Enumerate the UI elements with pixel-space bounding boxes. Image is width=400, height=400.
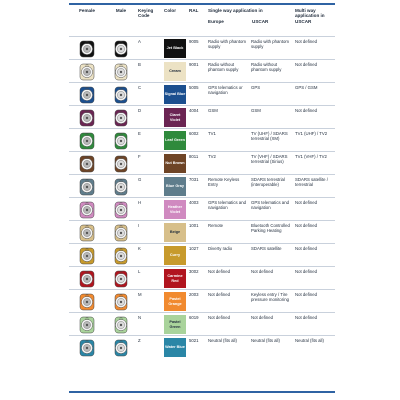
female-connector-icon (78, 131, 96, 151)
female-connector-cell (69, 221, 105, 244)
male-connector-cell (105, 221, 137, 244)
multi-way-application-cell: TV1 (VHF) / TV2 (294, 152, 335, 175)
color-cell (163, 313, 188, 336)
color-swatch: Curry (164, 246, 186, 265)
color-swatch: Signal Blue (164, 85, 186, 104)
female-connector-cell (69, 290, 105, 313)
ral-cell: 8011 (188, 152, 207, 175)
color-cell (163, 198, 188, 221)
header-usa: USCAR (252, 19, 269, 25)
male-connector-icon (112, 338, 130, 358)
female-connector-cell (69, 198, 105, 221)
female-connector-icon (78, 108, 96, 128)
male-connector-cell (105, 244, 137, 267)
female-connector-icon (78, 223, 96, 243)
multi-way-application-cell: Not defined (294, 267, 335, 290)
europe-application-cell: Remote (207, 221, 250, 244)
usa-application-cell: Bluetooth Controlled Parking Heating (250, 221, 294, 244)
header-single-way-title: Single way application in (208, 8, 263, 13)
usa-application-cell: Not defined (250, 313, 294, 336)
female-connector-icon (78, 177, 96, 197)
color-cell (163, 290, 188, 313)
keying-code-cell: N (137, 313, 163, 336)
color-swatch: Pastel Orange (164, 292, 186, 311)
europe-application-cell: TV2 (207, 152, 250, 175)
table-row (69, 244, 335, 267)
color-cell (163, 37, 188, 60)
multi-way-application-cell: SDARS satellite / terrestrial (294, 175, 335, 198)
usa-application-cell: Radio with phantom supply (250, 37, 294, 60)
female-connector-cell (69, 129, 105, 152)
keying-code-cell: L (137, 267, 163, 290)
europe-application-cell: TV1 (207, 129, 250, 152)
europe-application-cell: Not defined (207, 267, 250, 290)
europe-application-cell: Neutral (fits all) (207, 336, 250, 359)
male-connector-icon (112, 246, 130, 266)
color-swatch: Cream (164, 62, 186, 81)
color-cell (163, 129, 188, 152)
male-connector-cell (105, 175, 137, 198)
color-swatch: Heather Violet (164, 200, 186, 219)
color-swatch: Claret Violet (164, 108, 186, 127)
keying-code-cell: K (137, 244, 163, 267)
color-cell (163, 83, 188, 106)
keying-code-cell: B (137, 60, 163, 83)
color-cell (163, 60, 188, 83)
female-connector-cell (69, 175, 105, 198)
color-swatch: Carmine Red (164, 269, 186, 288)
keying-code-cell: E (137, 129, 163, 152)
usa-application-cell: GSM (250, 106, 294, 129)
europe-application-cell: Not defined (207, 313, 250, 336)
female-connector-icon (78, 292, 96, 312)
keying-code-cell: H (137, 198, 163, 221)
keying-code-cell: M (137, 290, 163, 313)
table-row (69, 106, 335, 129)
multi-way-application-cell: Not defined (294, 244, 335, 267)
male-connector-icon (112, 85, 130, 105)
multi-way-application-cell: Not defined (294, 221, 335, 244)
table-header-row (69, 6, 335, 37)
header-ral: RAL (189, 8, 199, 13)
keying-code-cell: I (137, 221, 163, 244)
multi-way-application-cell: Not defined (294, 60, 335, 83)
ral-cell: 9001 (188, 60, 207, 83)
color-swatch: Beige (164, 223, 186, 242)
male-connector-cell (105, 152, 137, 175)
table-row (69, 336, 335, 359)
male-connector-cell (105, 60, 137, 83)
male-connector-cell (105, 106, 137, 129)
ral-cell: 6019 (188, 313, 207, 336)
female-connector-icon (78, 62, 96, 82)
female-connector-icon (78, 85, 96, 105)
usa-application-cell: SDARS satellite (250, 244, 294, 267)
female-connector-icon (78, 338, 96, 358)
female-connector-cell (69, 60, 105, 83)
male-connector-icon (112, 292, 130, 312)
male-connector-icon (112, 315, 130, 335)
keying-code-table (69, 6, 335, 358)
keying-code-cell: D (137, 106, 163, 129)
color-swatch: Leaf Green (164, 131, 186, 150)
europe-application-cell: Diverty radio (207, 244, 250, 267)
table-row (69, 83, 335, 106)
male-connector-icon (112, 223, 130, 243)
male-connector-icon (112, 39, 130, 59)
ral-cell: 5021 (188, 336, 207, 359)
male-connector-cell (105, 37, 137, 60)
female-connector-icon (78, 315, 96, 335)
usa-application-cell: Not defined (250, 267, 294, 290)
female-connector-cell (69, 106, 105, 129)
male-connector-cell (105, 83, 137, 106)
female-connector-icon (78, 269, 96, 289)
ral-cell: 5005 (188, 83, 207, 106)
usa-application-cell: TV (VHF) / SDARS terrestrial (Sirius) (250, 152, 294, 175)
table-body (69, 37, 335, 359)
female-connector-cell (69, 313, 105, 336)
usa-application-cell: Keyless entry / Tire pressure monitoring (250, 290, 294, 313)
female-connector-cell (69, 37, 105, 60)
male-connector-icon (112, 154, 130, 174)
ral-cell: 1027 (188, 244, 207, 267)
color-cell (163, 152, 188, 175)
female-connector-icon (78, 39, 96, 59)
color-cell (163, 175, 188, 198)
europe-application-cell: GSM (207, 106, 250, 129)
color-cell (163, 336, 188, 359)
europe-application-cell: Not defined (207, 290, 250, 313)
ral-cell: 3002 (188, 267, 207, 290)
header-color: Color (164, 8, 176, 13)
table-row (69, 60, 335, 83)
female-connector-cell (69, 152, 105, 175)
table-row (69, 129, 335, 152)
male-connector-cell (105, 198, 137, 221)
color-cell (163, 221, 188, 244)
usa-application-cell: GPS (250, 83, 294, 106)
male-connector-icon (112, 108, 130, 128)
female-connector-icon (78, 154, 96, 174)
table-row (69, 290, 335, 313)
male-connector-cell (105, 290, 137, 313)
usa-application-cell: Neutral (fits all) (250, 336, 294, 359)
multi-way-application-cell: Not defined (294, 37, 335, 60)
multi-way-application-cell: Not defined (294, 290, 335, 313)
color-swatch: Water Blue (164, 338, 186, 357)
female-connector-icon (78, 200, 96, 220)
header-single-way (207, 6, 294, 37)
header-keying-code: Keying Code (138, 8, 154, 19)
color-cell (163, 106, 188, 129)
multi-way-application-cell: Neutral (fits all) (294, 336, 335, 359)
ral-cell: 2003 (188, 290, 207, 313)
male-connector-icon (112, 62, 130, 82)
ral-cell: 9005 (188, 37, 207, 60)
ral-cell: 6002 (188, 129, 207, 152)
color-cell (163, 244, 188, 267)
multi-way-application-cell: GPS / GSM (294, 83, 335, 106)
male-connector-cell (105, 129, 137, 152)
ral-cell: 1001 (188, 221, 207, 244)
color-swatch: Blue Gray (164, 177, 186, 196)
bottom-rule (69, 391, 335, 393)
female-connector-icon (78, 246, 96, 266)
multi-way-application-cell: TV1 (UHF) / TV2 (294, 129, 335, 152)
table-row (69, 152, 335, 175)
multi-way-application-cell: Not defined (294, 198, 335, 221)
color-swatch: Jet Black (164, 39, 186, 58)
table-row (69, 267, 335, 290)
color-swatch: Nut Brown (164, 154, 186, 173)
keying-code-cell: A (137, 37, 163, 60)
header-multi-way: Multi way application in USCAR (295, 8, 325, 24)
ral-cell: 7031 (188, 175, 207, 198)
female-connector-cell (69, 267, 105, 290)
male-connector-cell (105, 336, 137, 359)
table-row (69, 313, 335, 336)
keying-code-cell: C (137, 83, 163, 106)
table-row (69, 221, 335, 244)
usa-application-cell: SDARS terrestrial (interoperable) (250, 175, 294, 198)
europe-application-cell: GPS telematics and navigation (207, 198, 250, 221)
color-swatch: Pastel Green (164, 315, 186, 334)
europe-application-cell: Remote Keyless Entry (207, 175, 250, 198)
female-connector-cell (69, 83, 105, 106)
usa-application-cell: GPS telematics and navigation (250, 198, 294, 221)
header-female: Female (79, 8, 95, 13)
male-connector-cell (105, 267, 137, 290)
multi-way-application-cell: Not defined (294, 313, 335, 336)
multi-way-application-cell: Not defined (294, 106, 335, 129)
keying-code-cell: Z (137, 336, 163, 359)
table-row (69, 175, 335, 198)
ral-cell: 4003 (188, 198, 207, 221)
table-row (69, 37, 335, 60)
usa-application-cell: TV (UHF) / SDARS terrestrial (XM) (250, 129, 294, 152)
female-connector-cell (69, 336, 105, 359)
europe-application-cell: Radio without phantom supply (207, 60, 250, 83)
ral-cell: 4004 (188, 106, 207, 129)
male-connector-icon (112, 269, 130, 289)
header-europe: Europe (208, 19, 224, 25)
keying-code-cell: G (137, 175, 163, 198)
top-rule (69, 3, 335, 5)
color-cell (163, 267, 188, 290)
usa-application-cell: Radio without phantom supply (250, 60, 294, 83)
header-male: Male (115, 8, 127, 13)
male-connector-icon (112, 177, 130, 197)
male-connector-icon (112, 131, 130, 151)
europe-application-cell: Radio with phantom supply (207, 37, 250, 60)
europe-application-cell: GPS telematics or navigation (207, 83, 250, 106)
male-connector-cell (105, 313, 137, 336)
table-row (69, 198, 335, 221)
female-connector-cell (69, 244, 105, 267)
male-connector-icon (112, 200, 130, 220)
keying-code-cell: F (137, 152, 163, 175)
